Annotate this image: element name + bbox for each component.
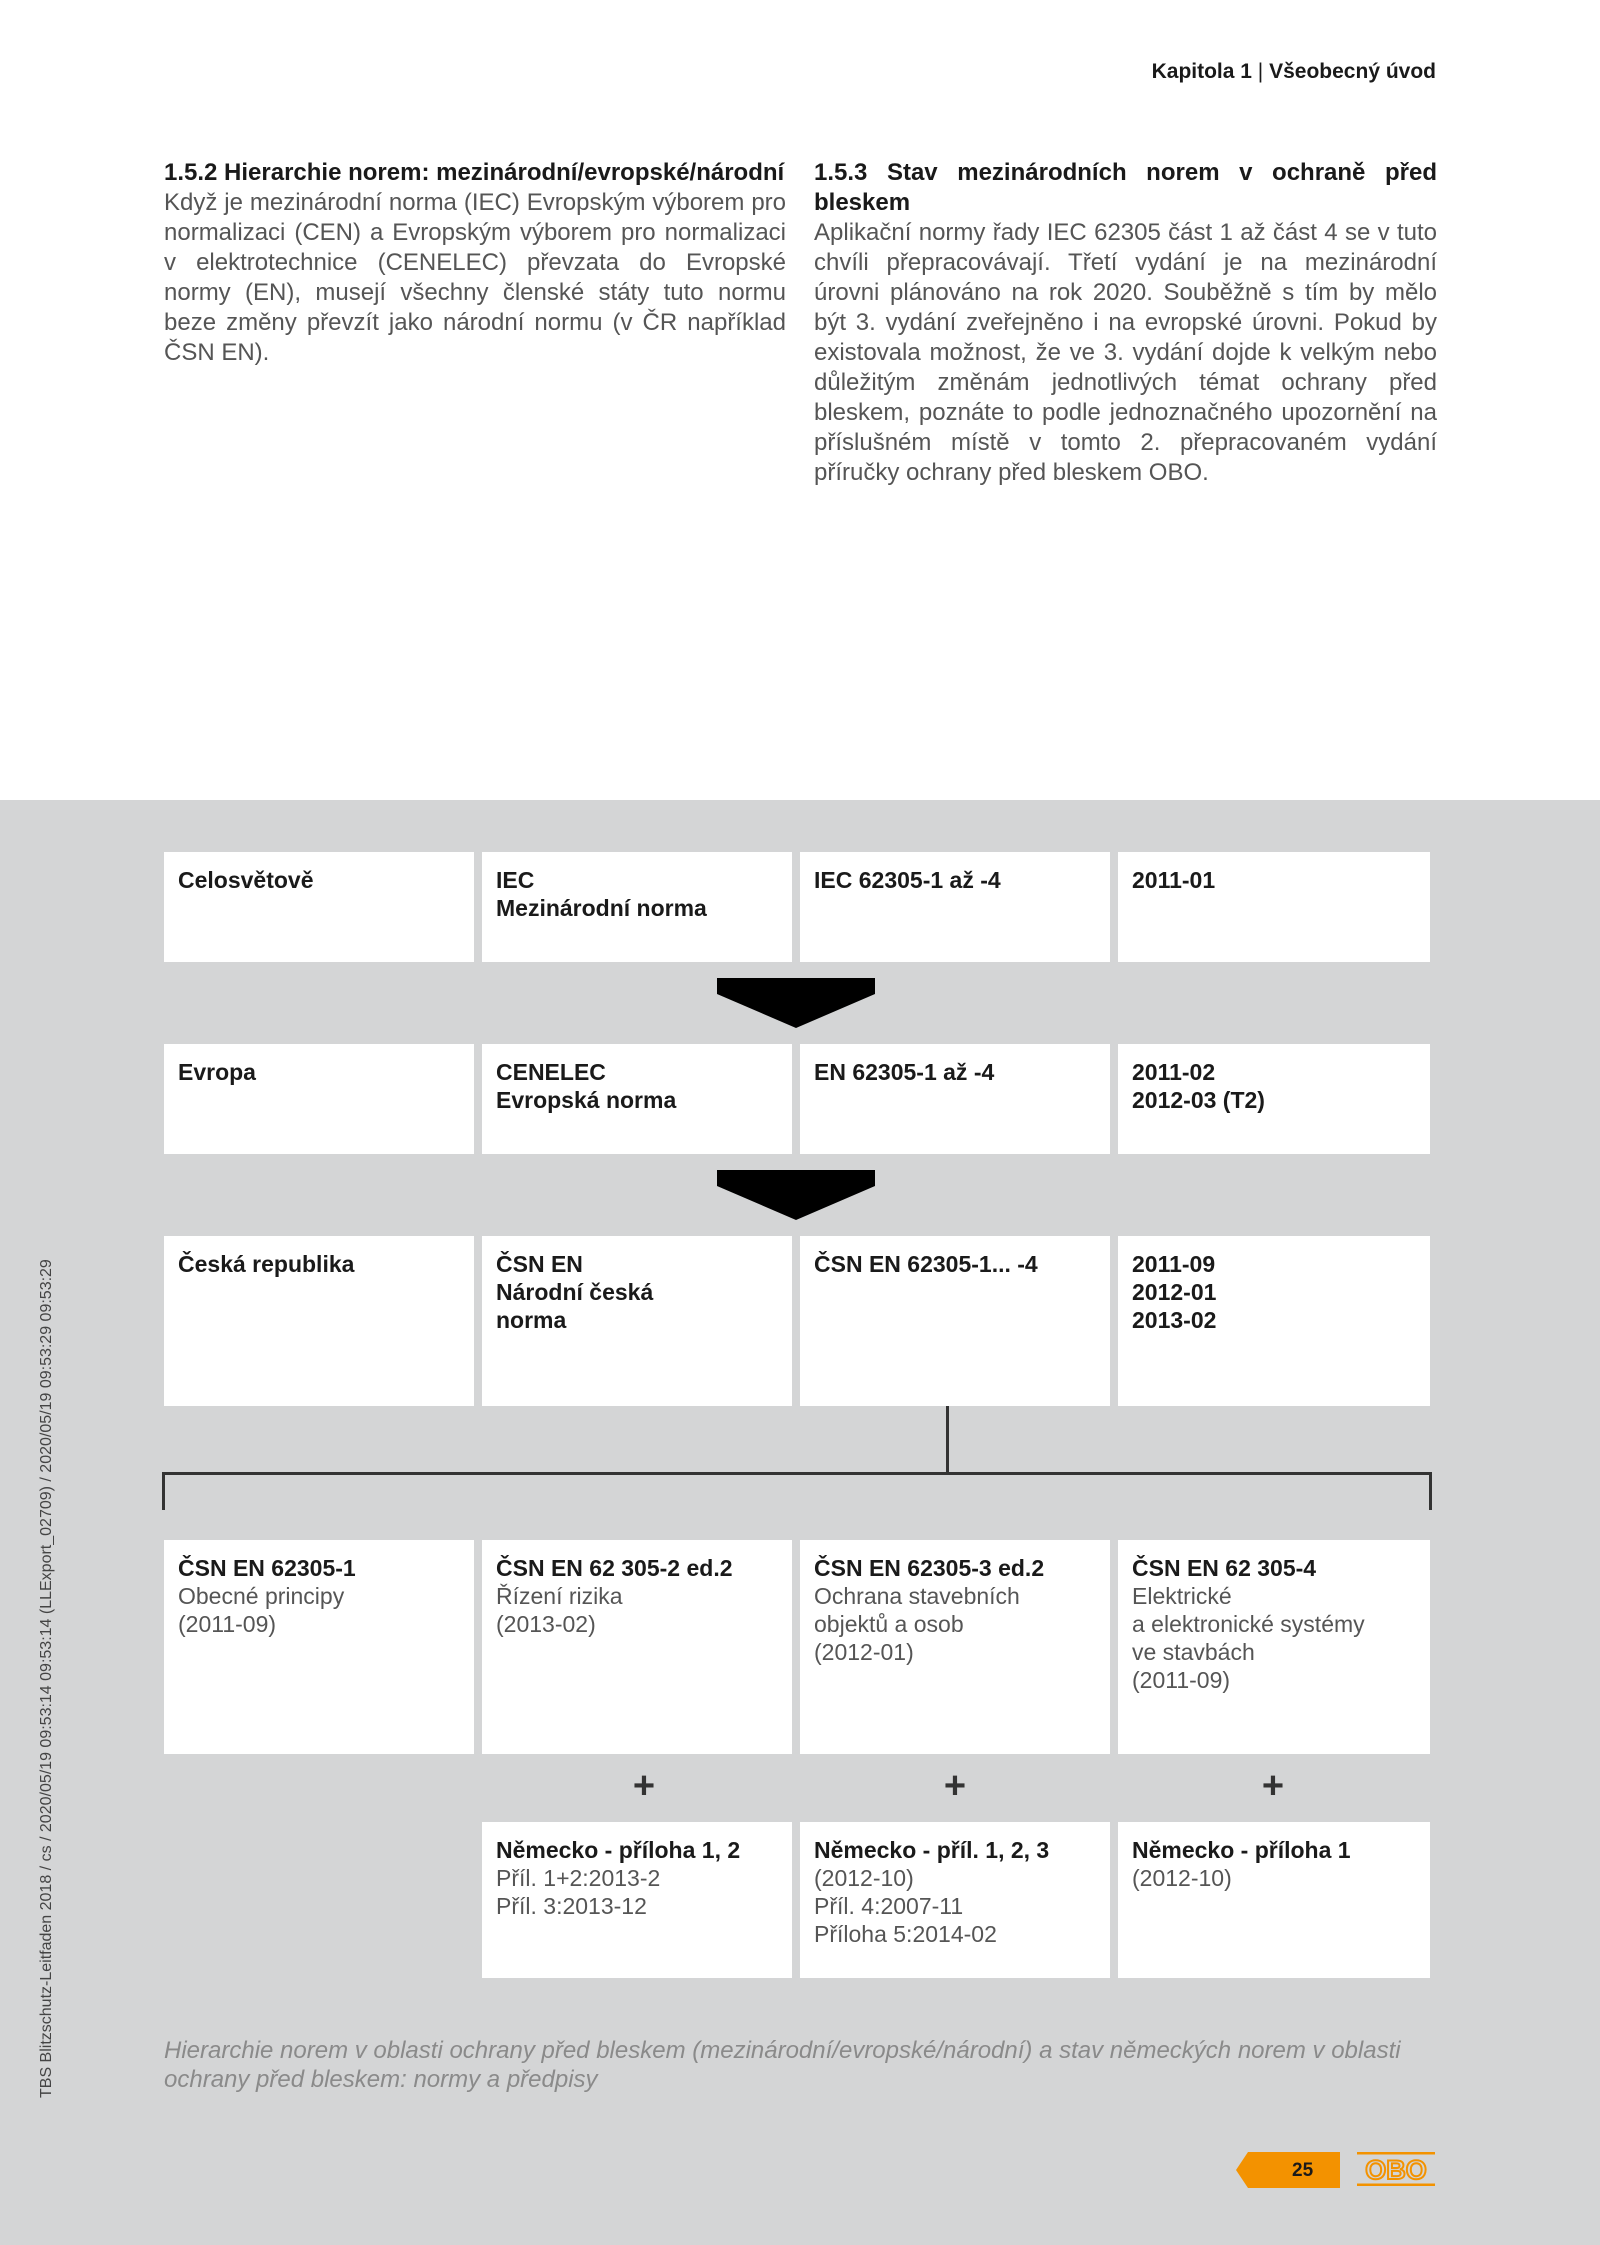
annex-box-1 bbox=[482, 1822, 792, 1978]
section-heading-1-5-3: 1.5.3 Stav mezinárodních norem v ochraně před bleskem bbox=[814, 159, 1437, 216]
europe-dates-box bbox=[1118, 1044, 1430, 1154]
europe-org: CENELEC Evropská norma bbox=[496, 1059, 677, 1113]
connector-left-tick bbox=[162, 1472, 165, 1510]
czech-dates-box bbox=[1118, 1236, 1430, 1406]
header-separator: | bbox=[1257, 60, 1264, 83]
europe-region: Evropa bbox=[178, 1059, 256, 1085]
czech-region-box bbox=[164, 1236, 474, 1406]
czech-norm-box bbox=[800, 1236, 1110, 1406]
part-desc: Elektrické a elektronické systémy ve stavbách (2011-09) bbox=[1132, 1583, 1365, 1693]
figure-caption: Hierarchie norem v oblasti ochrany před bleskem (mezinárodní/evropské/národní) a stav německých norem v oblasti ochrany před bleskem: normy a předpisy bbox=[164, 2037, 1401, 2093]
section-label: Všeobecný úvod bbox=[1269, 60, 1436, 83]
right-column bbox=[814, 158, 1437, 488]
part-title: ČSN EN 62 305-4 bbox=[1132, 1555, 1317, 1581]
part-box-4 bbox=[1118, 1540, 1430, 1754]
europe-norm: EN 62305-1 až -4 bbox=[814, 1059, 995, 1085]
part-box-3 bbox=[800, 1540, 1110, 1754]
world-norm: IEC 62305-1 až -4 bbox=[814, 867, 1001, 893]
czech-region: Česká republika bbox=[178, 1251, 355, 1277]
annex-desc: Příl. 1+2:2013-2 Příl. 3:2013-12 bbox=[496, 1865, 661, 1919]
part-box-2 bbox=[482, 1540, 792, 1754]
connector-right-tick bbox=[1429, 1472, 1432, 1510]
part-title: ČSN EN 62305-1 bbox=[178, 1555, 356, 1581]
plus-icon: + bbox=[943, 1765, 967, 1807]
part-title: ČSN EN 62305-3 ed.2 bbox=[814, 1555, 1045, 1581]
plus-icon: + bbox=[632, 1765, 656, 1807]
connector-vertical bbox=[946, 1406, 949, 1474]
annex-desc: (2012-10) Příl. 4:2007-11 Příloha 5:2014-02 bbox=[814, 1865, 997, 1947]
europe-dates: 2011-02 2012-03 (T2) bbox=[1132, 1059, 1265, 1113]
czech-dates: 2011-09 2012-01 2013-02 bbox=[1132, 1251, 1217, 1333]
world-dates-box bbox=[1118, 852, 1430, 962]
annex-title: Německo - příloha 1 bbox=[1132, 1837, 1351, 1863]
connector-horizontal bbox=[162, 1472, 1432, 1475]
page-number-tab bbox=[1236, 2152, 1340, 2188]
czech-norm: ČSN EN 62305-1... -4 bbox=[814, 1251, 1038, 1277]
chapter-label: Kapitola 1 bbox=[1151, 60, 1252, 83]
part-desc: Obecné principy (2011-09) bbox=[178, 1583, 345, 1637]
world-norm-box bbox=[800, 852, 1110, 962]
section-heading-1-5-2: 1.5.2 Hierarchie norem: mezinárodní/evropské/národní bbox=[164, 159, 785, 186]
annex-box-2 bbox=[800, 1822, 1110, 1978]
left-column bbox=[164, 158, 786, 368]
part-desc: Řízení rizika (2013-02) bbox=[496, 1583, 623, 1637]
annex-desc: (2012-10) bbox=[1132, 1865, 1232, 1891]
section-body-1-5-2: Když je mezinárodní norma (IEC) Evropským výborem pro normalizaci (CEN) a Evropským výborem pro normalizaci v elektrotechnice (CENELEC) převzata do Evropské normy (EN), musejí všechny členské státy tuto normu beze změny převzít jako národní normu (v ČR například ČSN EN). bbox=[164, 189, 786, 366]
side-print-info: TBS Blitzschutz-Leitfaden 2018 / cs / 2020/05/19 09:53:14 09:53:14 (LLExport_02709) / 2020/05/19 09:53:29 09:53:29 bbox=[38, 1259, 55, 2098]
czech-org-box bbox=[482, 1236, 792, 1406]
world-dates: 2011-01 bbox=[1132, 867, 1216, 893]
page-number: 25 bbox=[1292, 2160, 1314, 2181]
section-body-1-5-3: Aplikační normy řady IEC 62305 část 1 až část 4 se v tuto chvíli přepracovávají. Třetí vydání je na mezinárodní úrovni plánováno na rok 2020. Souběžně s tím by mělo být 3. vydání zveřejněno i na evropské úrovni. Pokud by existovala možnost, že ve 3. vydání dojde k velkým nebo důležitým změnám jednotlivých témat ochrany před bleskem, poznáte to podle jednoznačného upozornění na příslušném místě v tomto 2. přepracovaném vydání příručky ochrany před bleskem OBO. bbox=[814, 219, 1437, 486]
europe-region-box bbox=[164, 1044, 474, 1154]
arrow-down-icon bbox=[717, 1170, 875, 1220]
page-header bbox=[1152, 60, 1436, 84]
czech-org: ČSN EN Národní česká norma bbox=[496, 1251, 654, 1333]
part-box-1 bbox=[164, 1540, 474, 1754]
part-desc: Ochrana stavebních objektů a osob (2012-01) bbox=[814, 1583, 1020, 1665]
annex-box-3 bbox=[1118, 1822, 1430, 1978]
annex-title: Německo - příloha 1, 2 bbox=[496, 1837, 741, 1863]
world-org-box bbox=[482, 852, 792, 962]
part-title: ČSN EN 62 305-2 ed.2 bbox=[496, 1555, 733, 1581]
europe-org-box bbox=[482, 1044, 792, 1154]
obo-logo bbox=[1357, 2151, 1435, 2187]
world-region-box bbox=[164, 852, 474, 962]
arrow-down-icon bbox=[717, 978, 875, 1028]
logo-text: OBO bbox=[1365, 2155, 1427, 2185]
plus-icon: + bbox=[1261, 1765, 1285, 1807]
annex-title: Německo - příl. 1, 2, 3 bbox=[814, 1837, 1050, 1863]
world-org: IEC Mezinárodní norma bbox=[496, 867, 707, 921]
world-region: Celosvětově bbox=[178, 867, 314, 893]
europe-norm-box bbox=[800, 1044, 1110, 1154]
